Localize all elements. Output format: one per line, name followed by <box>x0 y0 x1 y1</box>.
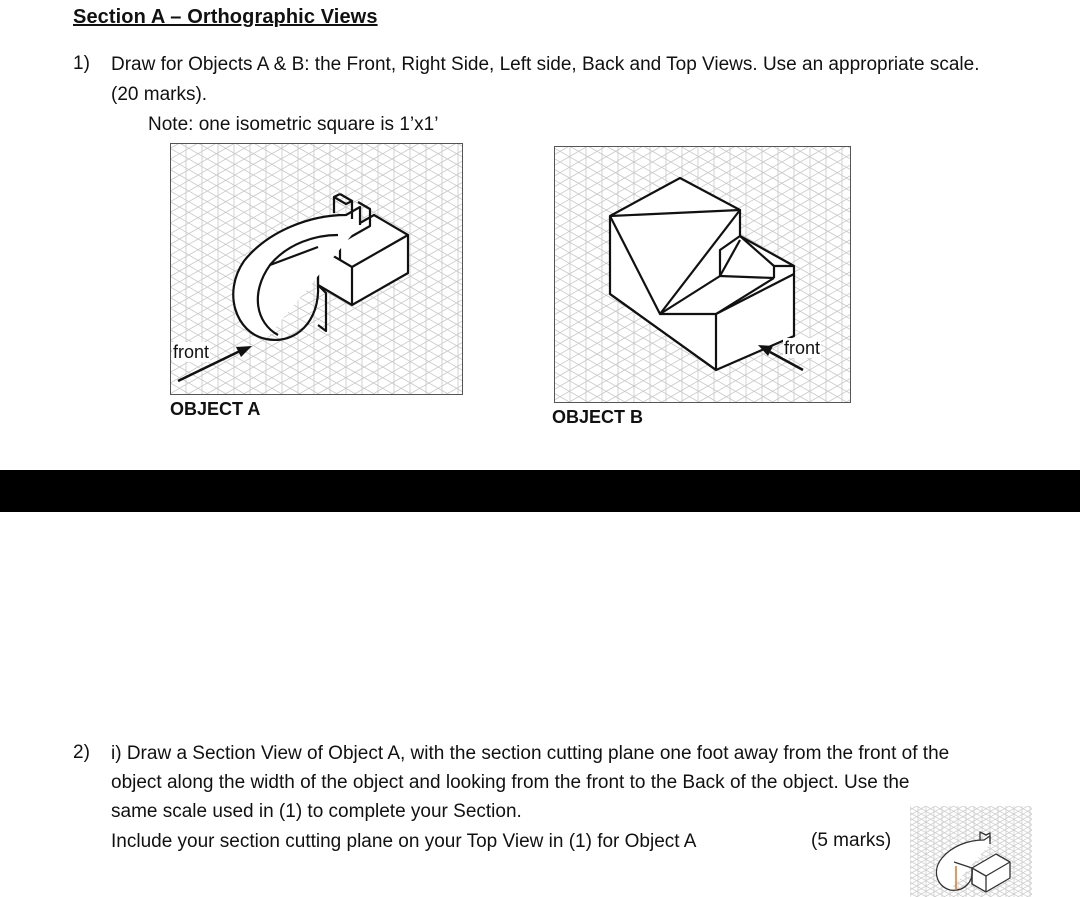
object-b-figure <box>554 146 851 403</box>
question-2-marks: (5 marks) <box>811 830 892 851</box>
object-a-front-label: front <box>173 342 210 362</box>
section-title: Section A – Orthographic Views <box>73 6 378 28</box>
question-1-line-2: (20 marks). <box>111 84 208 105</box>
thumbnail-drawing <box>936 832 1010 892</box>
object-a-drawing <box>233 194 408 340</box>
question-2-line-4: Include your section cutting plane on your Top View in (1) for Object A <box>111 831 697 852</box>
isometric-note: Note: one isometric square is 1’x1’ <box>148 114 439 135</box>
question-1-line-1: Draw for Objects A & B: the Front, Right Side, Left side, Back and Top Views. Use an appropriate scale. <box>111 54 980 75</box>
question-2-line-1: i) Draw a Section View of Object A, with the section cutting plane one foot away from the front of the <box>111 743 950 764</box>
question-1-number: 1) <box>73 53 90 74</box>
object-b-front-label: front <box>784 338 821 358</box>
question-2-line-3: same scale used in (1) to complete your Section. <box>111 801 522 822</box>
question-2-number: 2) <box>73 742 90 763</box>
question-2-line-2: object along the width of the object and looking from the front to the Back of the object. Use the <box>111 772 910 793</box>
redaction-bar <box>0 470 1080 512</box>
object-a-figure <box>170 143 463 395</box>
object-a-label: OBJECT A <box>170 399 261 419</box>
object-b-label: OBJECT B <box>552 407 644 427</box>
object-a-thumbnail <box>910 806 1032 897</box>
